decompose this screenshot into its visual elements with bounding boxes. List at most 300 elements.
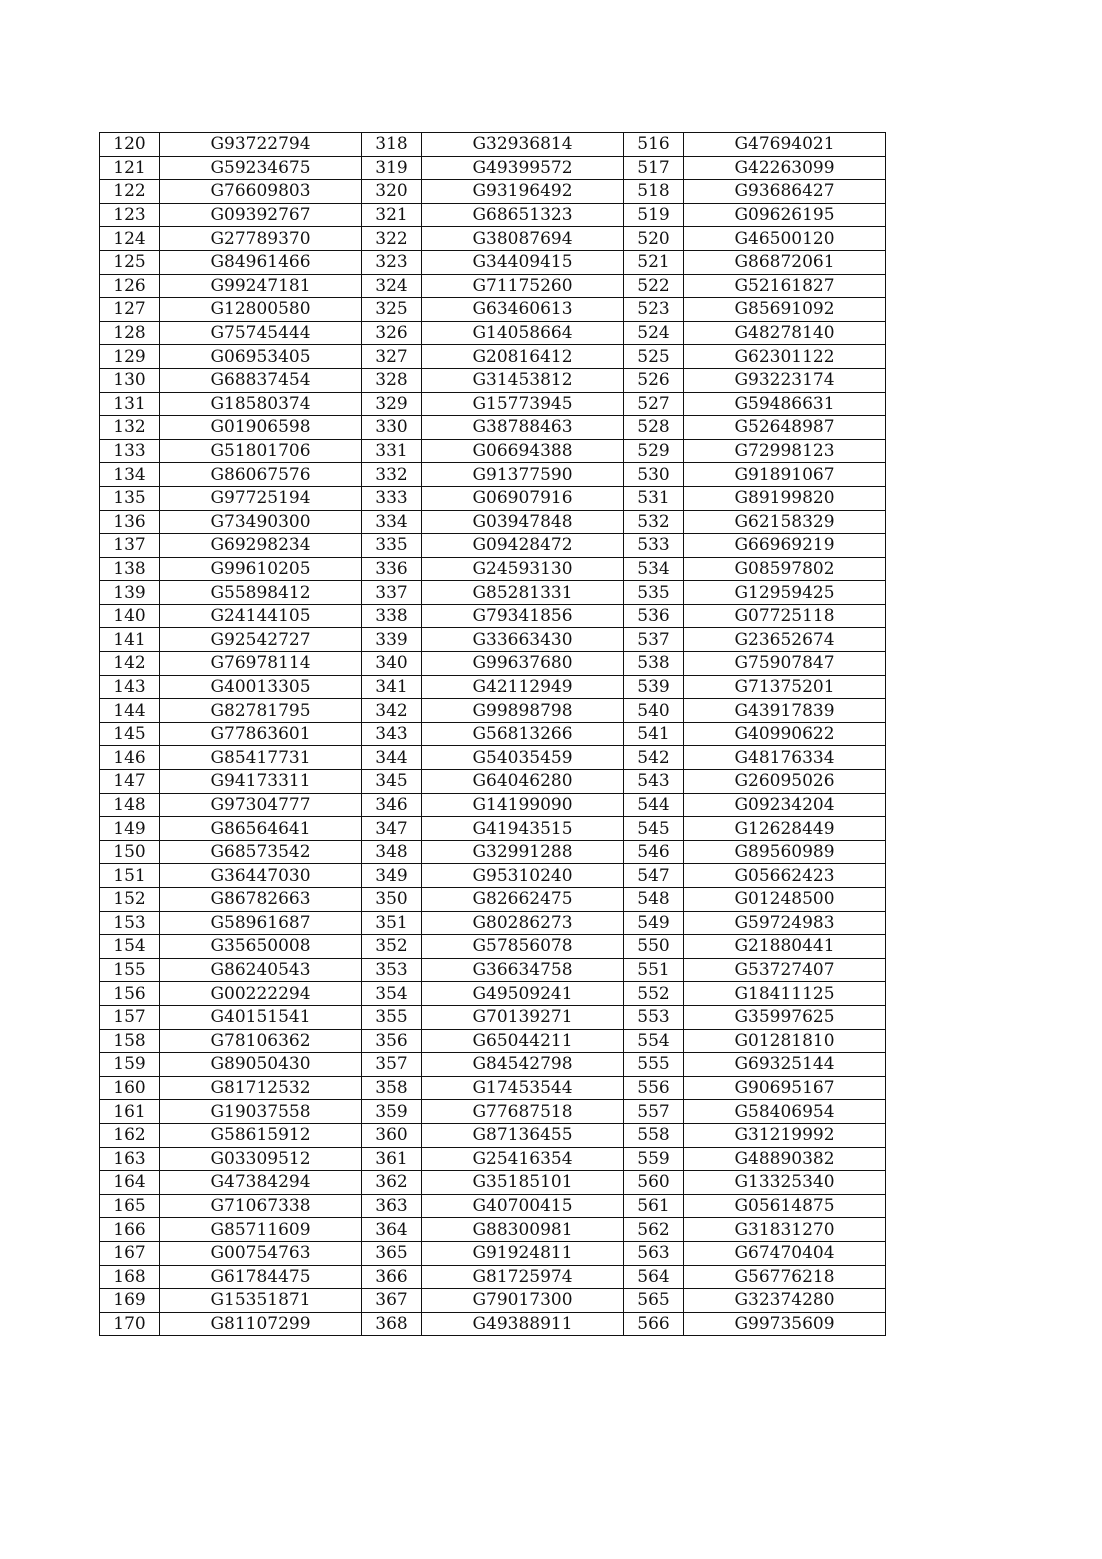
code-cell: G41943515 bbox=[422, 817, 624, 841]
seq-number-cell: 144 bbox=[100, 699, 160, 723]
code-cell: G59724983 bbox=[684, 911, 886, 935]
seq-number-cell: 151 bbox=[100, 864, 160, 888]
seq-number-cell: 557 bbox=[624, 1100, 684, 1124]
seq-number-cell: 559 bbox=[624, 1147, 684, 1171]
seq-number-cell: 359 bbox=[362, 1100, 422, 1124]
code-cell: G86872061 bbox=[684, 250, 886, 274]
code-cell: G17453544 bbox=[422, 1076, 624, 1100]
code-cell: G99735609 bbox=[684, 1312, 886, 1336]
code-cell: G35997625 bbox=[684, 1005, 886, 1029]
code-cell: G92542727 bbox=[160, 628, 362, 652]
seq-number-cell: 318 bbox=[362, 133, 422, 157]
seq-number-cell: 366 bbox=[362, 1265, 422, 1289]
table-row bbox=[100, 250, 886, 274]
seq-number-cell: 362 bbox=[362, 1171, 422, 1195]
code-cell: G73490300 bbox=[160, 510, 362, 534]
code-cell: G91377590 bbox=[422, 463, 624, 487]
seq-number-cell: 545 bbox=[624, 817, 684, 841]
seq-number-cell: 152 bbox=[100, 888, 160, 912]
seq-number-cell: 523 bbox=[624, 298, 684, 322]
seq-number-cell: 350 bbox=[362, 888, 422, 912]
code-cell: G69298234 bbox=[160, 534, 362, 558]
table-row bbox=[100, 203, 886, 227]
code-cell: G81107299 bbox=[160, 1312, 362, 1336]
code-cell: G43917839 bbox=[684, 699, 886, 723]
code-cell: G06694388 bbox=[422, 439, 624, 463]
code-cell: G86067576 bbox=[160, 463, 362, 487]
table-row bbox=[100, 817, 886, 841]
code-cell: G40700415 bbox=[422, 1194, 624, 1218]
seq-number-cell: 348 bbox=[362, 840, 422, 864]
code-cell: G86782663 bbox=[160, 888, 362, 912]
code-cell: G79017300 bbox=[422, 1289, 624, 1313]
table-row bbox=[100, 958, 886, 982]
seq-number-cell: 552 bbox=[624, 982, 684, 1006]
table-row bbox=[100, 463, 886, 487]
seq-number-cell: 150 bbox=[100, 840, 160, 864]
code-cell: G27789370 bbox=[160, 227, 362, 251]
seq-number-cell: 329 bbox=[362, 392, 422, 416]
seq-number-cell: 337 bbox=[362, 581, 422, 605]
seq-number-cell: 156 bbox=[100, 982, 160, 1006]
code-cell: G21880441 bbox=[684, 935, 886, 959]
code-cell: G53727407 bbox=[684, 958, 886, 982]
code-cell: G69325144 bbox=[684, 1053, 886, 1077]
code-cell: G35650008 bbox=[160, 935, 362, 959]
table-row bbox=[100, 180, 886, 204]
code-cell: G89050430 bbox=[160, 1053, 362, 1077]
table-row bbox=[100, 1241, 886, 1265]
table-row bbox=[100, 416, 886, 440]
code-cell: G49399572 bbox=[422, 156, 624, 180]
seq-number-cell: 328 bbox=[362, 368, 422, 392]
code-cell: G14199090 bbox=[422, 793, 624, 817]
code-cell: G09626195 bbox=[684, 203, 886, 227]
table-row bbox=[100, 486, 886, 510]
seq-number-cell: 153 bbox=[100, 911, 160, 935]
code-cell: G14058664 bbox=[422, 321, 624, 345]
seq-number-cell: 349 bbox=[362, 864, 422, 888]
seq-number-cell: 564 bbox=[624, 1265, 684, 1289]
code-cell: G09392767 bbox=[160, 203, 362, 227]
code-cell: G85417731 bbox=[160, 746, 362, 770]
code-cell: G34409415 bbox=[422, 250, 624, 274]
seq-number-cell: 134 bbox=[100, 463, 160, 487]
code-cell: G51801706 bbox=[160, 439, 362, 463]
code-cell: G75745444 bbox=[160, 321, 362, 345]
seq-number-cell: 558 bbox=[624, 1123, 684, 1147]
code-cell: G52161827 bbox=[684, 274, 886, 298]
table-row bbox=[100, 274, 886, 298]
seq-number-cell: 547 bbox=[624, 864, 684, 888]
code-cell: G23652674 bbox=[684, 628, 886, 652]
code-cell: G42263099 bbox=[684, 156, 886, 180]
seq-number-cell: 526 bbox=[624, 368, 684, 392]
seq-number-cell: 339 bbox=[362, 628, 422, 652]
seq-number-cell: 139 bbox=[100, 581, 160, 605]
seq-number-cell: 334 bbox=[362, 510, 422, 534]
table-row bbox=[100, 133, 886, 157]
seq-number-cell: 516 bbox=[624, 133, 684, 157]
seq-number-cell: 565 bbox=[624, 1289, 684, 1313]
seq-number-cell: 534 bbox=[624, 557, 684, 581]
seq-number-cell: 548 bbox=[624, 888, 684, 912]
code-cell: G78106362 bbox=[160, 1029, 362, 1053]
seq-number-cell: 335 bbox=[362, 534, 422, 558]
table-row bbox=[100, 321, 886, 345]
seq-number-cell: 560 bbox=[624, 1171, 684, 1195]
table-row bbox=[100, 793, 886, 817]
table-row bbox=[100, 1312, 886, 1336]
seq-number-cell: 544 bbox=[624, 793, 684, 817]
seq-number-cell: 536 bbox=[624, 604, 684, 628]
seq-number-cell: 341 bbox=[362, 675, 422, 699]
table-row bbox=[100, 652, 886, 676]
table-row bbox=[100, 604, 886, 628]
seq-number-cell: 130 bbox=[100, 368, 160, 392]
code-cell: G86240543 bbox=[160, 958, 362, 982]
seq-number-cell: 158 bbox=[100, 1029, 160, 1053]
seq-number-cell: 517 bbox=[624, 156, 684, 180]
seq-number-cell: 321 bbox=[362, 203, 422, 227]
code-cell: G99637680 bbox=[422, 652, 624, 676]
seq-number-cell: 142 bbox=[100, 652, 160, 676]
seq-number-cell: 524 bbox=[624, 321, 684, 345]
seq-number-cell: 355 bbox=[362, 1005, 422, 1029]
code-cell: G57856078 bbox=[422, 935, 624, 959]
seq-number-cell: 320 bbox=[362, 180, 422, 204]
code-cell: G09234204 bbox=[684, 793, 886, 817]
table-row bbox=[100, 864, 886, 888]
code-cell: G99610205 bbox=[160, 557, 362, 581]
seq-number-cell: 167 bbox=[100, 1241, 160, 1265]
seq-number-cell: 346 bbox=[362, 793, 422, 817]
seq-number-cell: 540 bbox=[624, 699, 684, 723]
code-cell: G85711609 bbox=[160, 1218, 362, 1242]
seq-number-cell: 368 bbox=[362, 1312, 422, 1336]
seq-number-cell: 336 bbox=[362, 557, 422, 581]
seq-number-cell: 327 bbox=[362, 345, 422, 369]
table-row bbox=[100, 1218, 886, 1242]
seq-number-cell: 562 bbox=[624, 1218, 684, 1242]
code-cell: G62158329 bbox=[684, 510, 886, 534]
code-cell: G20816412 bbox=[422, 345, 624, 369]
code-cell: G70139271 bbox=[422, 1005, 624, 1029]
code-cell: G94173311 bbox=[160, 770, 362, 794]
seq-number-cell: 519 bbox=[624, 203, 684, 227]
seq-number-cell: 556 bbox=[624, 1076, 684, 1100]
code-cell: G18580374 bbox=[160, 392, 362, 416]
seq-number-cell: 551 bbox=[624, 958, 684, 982]
code-cell: G62301122 bbox=[684, 345, 886, 369]
seq-number-cell: 157 bbox=[100, 1005, 160, 1029]
seq-number-cell: 518 bbox=[624, 180, 684, 204]
code-cell: G81725974 bbox=[422, 1265, 624, 1289]
code-cell: G93686427 bbox=[684, 180, 886, 204]
code-cell: G61784475 bbox=[160, 1265, 362, 1289]
table-row bbox=[100, 1005, 886, 1029]
code-cell: G15773945 bbox=[422, 392, 624, 416]
code-cell: G52648987 bbox=[684, 416, 886, 440]
code-cell: G03947848 bbox=[422, 510, 624, 534]
seq-number-cell: 530 bbox=[624, 463, 684, 487]
code-cell: G84961466 bbox=[160, 250, 362, 274]
code-cell: G99898798 bbox=[422, 699, 624, 723]
seq-number-cell: 525 bbox=[624, 345, 684, 369]
code-cell: G68573542 bbox=[160, 840, 362, 864]
code-cell: G00222294 bbox=[160, 982, 362, 1006]
code-cell: G03309512 bbox=[160, 1147, 362, 1171]
seq-number-cell: 357 bbox=[362, 1053, 422, 1077]
seq-number-cell: 543 bbox=[624, 770, 684, 794]
seq-number-cell: 347 bbox=[362, 817, 422, 841]
seq-number-cell: 140 bbox=[100, 604, 160, 628]
code-cell: G85281331 bbox=[422, 581, 624, 605]
table-row bbox=[100, 1194, 886, 1218]
seq-number-cell: 365 bbox=[362, 1241, 422, 1265]
table-row bbox=[100, 746, 886, 770]
table-row bbox=[100, 298, 886, 322]
code-cell: G71067338 bbox=[160, 1194, 362, 1218]
code-cell: G01248500 bbox=[684, 888, 886, 912]
code-cell: G38788463 bbox=[422, 416, 624, 440]
code-cell: G24144105 bbox=[160, 604, 362, 628]
seq-number-cell: 522 bbox=[624, 274, 684, 298]
code-cell: G49388911 bbox=[422, 1312, 624, 1336]
code-cell: G42112949 bbox=[422, 675, 624, 699]
code-cell: G75907847 bbox=[684, 652, 886, 676]
seq-number-cell: 131 bbox=[100, 392, 160, 416]
code-cell: G06907916 bbox=[422, 486, 624, 510]
code-cell: G82781795 bbox=[160, 699, 362, 723]
seq-number-cell: 122 bbox=[100, 180, 160, 204]
code-cell: G58615912 bbox=[160, 1123, 362, 1147]
seq-number-cell: 527 bbox=[624, 392, 684, 416]
seq-number-cell: 138 bbox=[100, 557, 160, 581]
seq-number-cell: 338 bbox=[362, 604, 422, 628]
seq-number-cell: 128 bbox=[100, 321, 160, 345]
seq-number-cell: 539 bbox=[624, 675, 684, 699]
seq-number-cell: 120 bbox=[100, 133, 160, 157]
seq-number-cell: 149 bbox=[100, 817, 160, 841]
code-cell: G01281810 bbox=[684, 1029, 886, 1053]
seq-number-cell: 555 bbox=[624, 1053, 684, 1077]
seq-number-cell: 529 bbox=[624, 439, 684, 463]
code-cell: G24593130 bbox=[422, 557, 624, 581]
seq-number-cell: 165 bbox=[100, 1194, 160, 1218]
code-cell: G26095026 bbox=[684, 770, 886, 794]
code-cell: G49509241 bbox=[422, 982, 624, 1006]
seq-number-cell: 352 bbox=[362, 935, 422, 959]
seq-number-cell: 356 bbox=[362, 1029, 422, 1053]
seq-number-cell: 358 bbox=[362, 1076, 422, 1100]
seq-number-cell: 344 bbox=[362, 746, 422, 770]
seq-number-cell: 141 bbox=[100, 628, 160, 652]
seq-number-cell: 132 bbox=[100, 416, 160, 440]
seq-number-cell: 553 bbox=[624, 1005, 684, 1029]
code-cell: G31831270 bbox=[684, 1218, 886, 1242]
table-row bbox=[100, 557, 886, 581]
table-row bbox=[100, 1123, 886, 1147]
code-cell: G36634758 bbox=[422, 958, 624, 982]
table-row bbox=[100, 1029, 886, 1053]
code-cell: G91924811 bbox=[422, 1241, 624, 1265]
table-row bbox=[100, 392, 886, 416]
code-cell: G80286273 bbox=[422, 911, 624, 935]
table-row bbox=[100, 628, 886, 652]
code-cell: G54035459 bbox=[422, 746, 624, 770]
seq-number-cell: 549 bbox=[624, 911, 684, 935]
table-row bbox=[100, 345, 886, 369]
code-cell: G47384294 bbox=[160, 1171, 362, 1195]
seq-number-cell: 323 bbox=[362, 250, 422, 274]
code-cell: G12959425 bbox=[684, 581, 886, 605]
code-cell: G82662475 bbox=[422, 888, 624, 912]
seq-number-cell: 163 bbox=[100, 1147, 160, 1171]
code-cell: G71375201 bbox=[684, 675, 886, 699]
code-cell: G31453812 bbox=[422, 368, 624, 392]
code-cell: G05662423 bbox=[684, 864, 886, 888]
code-cell: G31219992 bbox=[684, 1123, 886, 1147]
code-cell: G25416354 bbox=[422, 1147, 624, 1171]
code-cell: G48890382 bbox=[684, 1147, 886, 1171]
code-cell: G07725118 bbox=[684, 604, 886, 628]
seq-number-cell: 340 bbox=[362, 652, 422, 676]
table-row bbox=[100, 840, 886, 864]
code-cell: G93223174 bbox=[684, 368, 886, 392]
code-cell: G89560989 bbox=[684, 840, 886, 864]
seq-number-cell: 331 bbox=[362, 439, 422, 463]
table-row bbox=[100, 911, 886, 935]
seq-number-cell: 550 bbox=[624, 935, 684, 959]
seq-number-cell: 326 bbox=[362, 321, 422, 345]
table-row bbox=[100, 1289, 886, 1313]
seq-number-cell: 136 bbox=[100, 510, 160, 534]
table-row bbox=[100, 722, 886, 746]
table-body bbox=[100, 133, 886, 1336]
seq-number-cell: 333 bbox=[362, 486, 422, 510]
code-cell: G19037558 bbox=[160, 1100, 362, 1124]
code-cell: G47694021 bbox=[684, 133, 886, 157]
seq-number-cell: 123 bbox=[100, 203, 160, 227]
code-cell: G67470404 bbox=[684, 1241, 886, 1265]
code-cell: G56776218 bbox=[684, 1265, 886, 1289]
code-cell: G32374280 bbox=[684, 1289, 886, 1313]
code-cell: G63460613 bbox=[422, 298, 624, 322]
code-cell: G88300981 bbox=[422, 1218, 624, 1242]
seq-number-cell: 166 bbox=[100, 1218, 160, 1242]
code-cell: G97725194 bbox=[160, 486, 362, 510]
seq-number-cell: 538 bbox=[624, 652, 684, 676]
code-cell: G18411125 bbox=[684, 982, 886, 1006]
code-cell: G77687518 bbox=[422, 1100, 624, 1124]
table-row bbox=[100, 1265, 886, 1289]
code-cell: G13325340 bbox=[684, 1171, 886, 1195]
code-cell: G84542798 bbox=[422, 1053, 624, 1077]
code-cell: G79341856 bbox=[422, 604, 624, 628]
code-cell: G95310240 bbox=[422, 864, 624, 888]
code-cell: G87136455 bbox=[422, 1123, 624, 1147]
code-cell: G66969219 bbox=[684, 534, 886, 558]
seq-number-cell: 325 bbox=[362, 298, 422, 322]
seq-number-cell: 546 bbox=[624, 840, 684, 864]
seq-number-cell: 127 bbox=[100, 298, 160, 322]
code-cell: G35185101 bbox=[422, 1171, 624, 1195]
seq-number-cell: 342 bbox=[362, 699, 422, 723]
seq-number-cell: 168 bbox=[100, 1265, 160, 1289]
seq-number-cell: 125 bbox=[100, 250, 160, 274]
seq-number-cell: 566 bbox=[624, 1312, 684, 1336]
code-cell: G40990622 bbox=[684, 722, 886, 746]
seq-number-cell: 121 bbox=[100, 156, 160, 180]
table-row bbox=[100, 1053, 886, 1077]
code-cell: G12628449 bbox=[684, 817, 886, 841]
seq-number-cell: 126 bbox=[100, 274, 160, 298]
seq-number-cell: 521 bbox=[624, 250, 684, 274]
code-cell: G58406954 bbox=[684, 1100, 886, 1124]
table-row bbox=[100, 1100, 886, 1124]
code-cell: G40151541 bbox=[160, 1005, 362, 1029]
code-cell: G48278140 bbox=[684, 321, 886, 345]
table-row bbox=[100, 699, 886, 723]
code-cell: G40013305 bbox=[160, 675, 362, 699]
seq-number-cell: 148 bbox=[100, 793, 160, 817]
seq-number-cell: 162 bbox=[100, 1123, 160, 1147]
table-row bbox=[100, 439, 886, 463]
seq-number-cell: 561 bbox=[624, 1194, 684, 1218]
seq-number-cell: 531 bbox=[624, 486, 684, 510]
table-row bbox=[100, 888, 886, 912]
table-row bbox=[100, 982, 886, 1006]
code-cell: G76609803 bbox=[160, 180, 362, 204]
seq-number-cell: 353 bbox=[362, 958, 422, 982]
table-row bbox=[100, 510, 886, 534]
code-cell: G06953405 bbox=[160, 345, 362, 369]
code-cell: G86564641 bbox=[160, 817, 362, 841]
code-cell: G12800580 bbox=[160, 298, 362, 322]
seq-number-cell: 137 bbox=[100, 534, 160, 558]
code-cell: G77863601 bbox=[160, 722, 362, 746]
seq-number-cell: 537 bbox=[624, 628, 684, 652]
code-cell: G55898412 bbox=[160, 581, 362, 605]
seq-number-cell: 330 bbox=[362, 416, 422, 440]
seq-number-cell: 133 bbox=[100, 439, 160, 463]
seq-number-cell: 319 bbox=[362, 156, 422, 180]
code-cell: G32991288 bbox=[422, 840, 624, 864]
seq-number-cell: 143 bbox=[100, 675, 160, 699]
code-cell: G90695167 bbox=[684, 1076, 886, 1100]
code-cell: G36447030 bbox=[160, 864, 362, 888]
code-cell: G56813266 bbox=[422, 722, 624, 746]
seq-number-cell: 129 bbox=[100, 345, 160, 369]
table-row bbox=[100, 1147, 886, 1171]
seq-number-cell: 520 bbox=[624, 227, 684, 251]
code-cell: G71175260 bbox=[422, 274, 624, 298]
table-row bbox=[100, 1171, 886, 1195]
seq-number-cell: 360 bbox=[362, 1123, 422, 1147]
seq-number-cell: 535 bbox=[624, 581, 684, 605]
seq-number-cell: 155 bbox=[100, 958, 160, 982]
code-cell: G08597802 bbox=[684, 557, 886, 581]
seq-number-cell: 154 bbox=[100, 935, 160, 959]
table-row bbox=[100, 675, 886, 699]
code-cell: G32936814 bbox=[422, 133, 624, 157]
code-cell: G65044211 bbox=[422, 1029, 624, 1053]
seq-number-cell: 147 bbox=[100, 770, 160, 794]
seq-number-cell: 361 bbox=[362, 1147, 422, 1171]
table-row bbox=[100, 156, 886, 180]
code-cell: G38087694 bbox=[422, 227, 624, 251]
